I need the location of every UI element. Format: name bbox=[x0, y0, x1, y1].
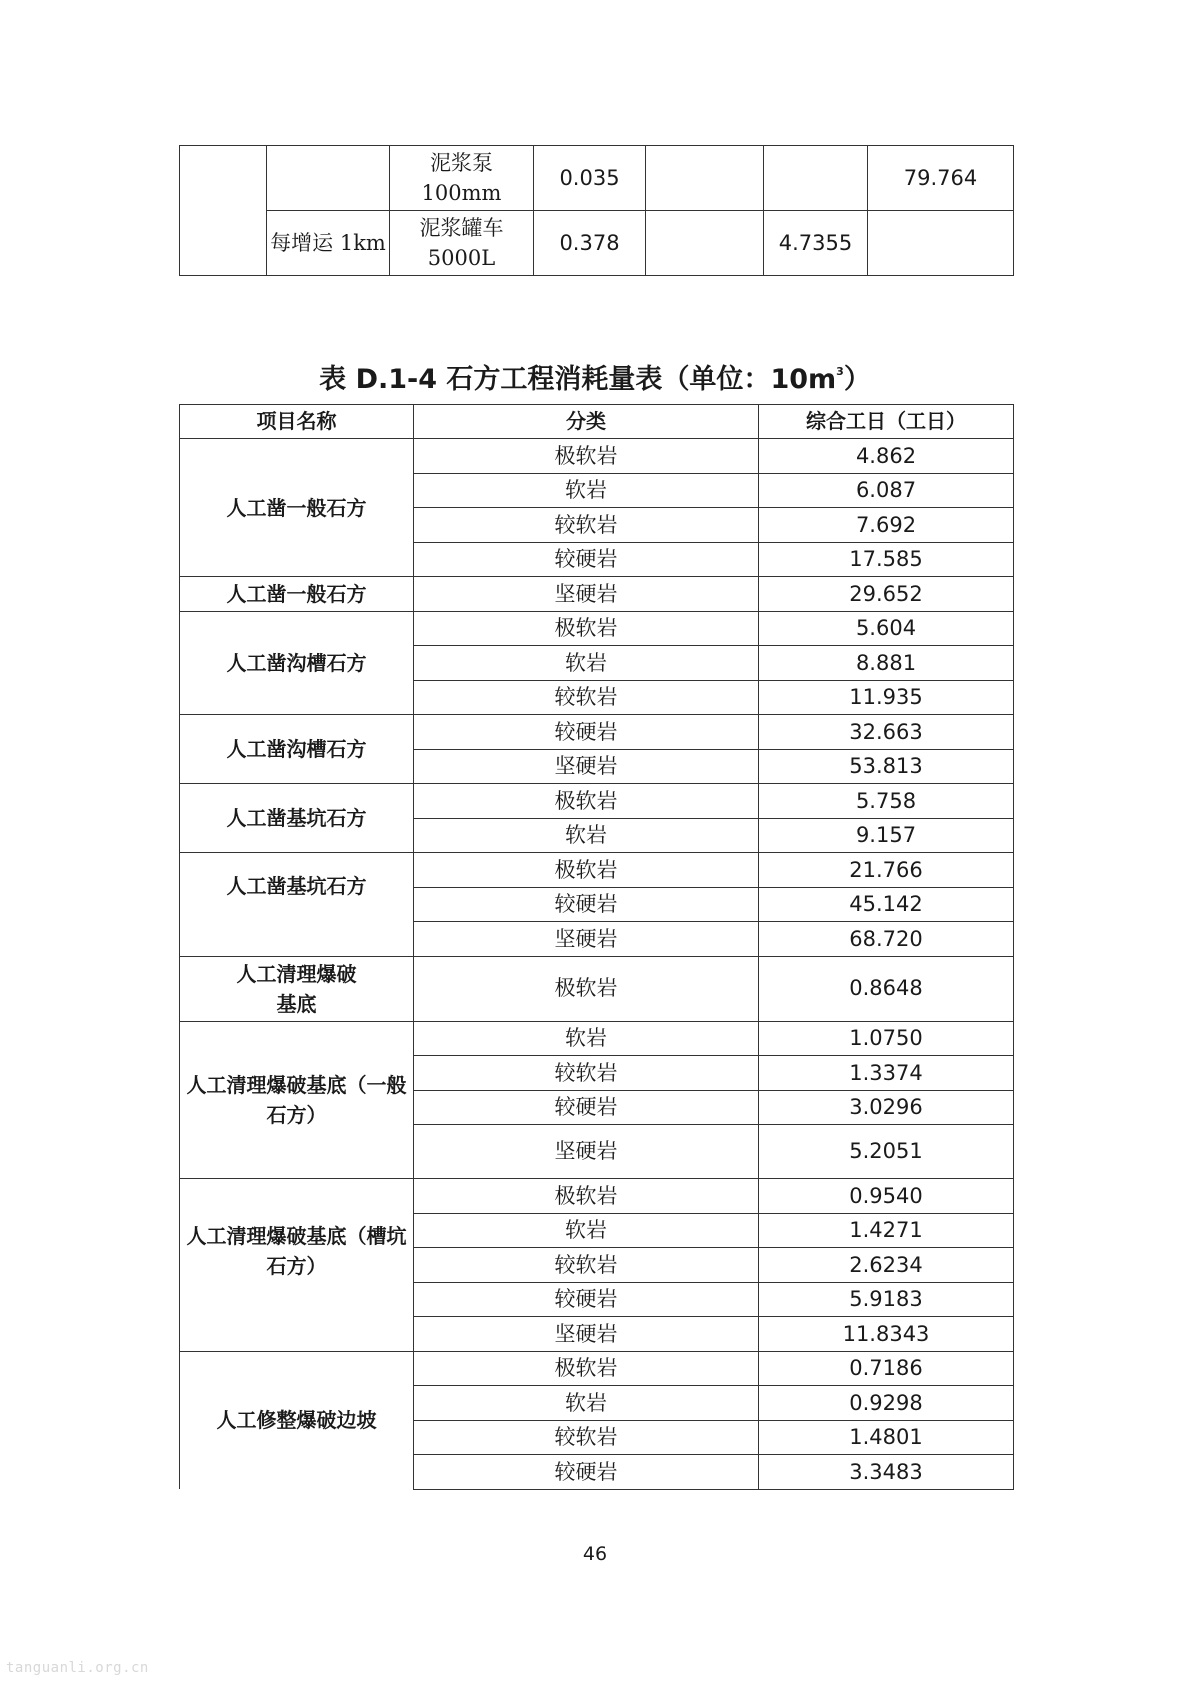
category-cell: 坚硬岩 bbox=[414, 749, 759, 784]
category-cell: 较硬岩 bbox=[414, 542, 759, 577]
table-row bbox=[180, 146, 1014, 211]
value-cell: 8.881 bbox=[759, 646, 1014, 681]
value-cell: 3.3483 bbox=[759, 1455, 1014, 1490]
category-cell: 软岩 bbox=[414, 646, 759, 681]
category-cell: 极软岩 bbox=[414, 784, 759, 819]
value-cell: 11.935 bbox=[759, 680, 1014, 715]
category-cell: 坚硬岩 bbox=[414, 1125, 759, 1179]
item-name-line: 基底 bbox=[276, 991, 317, 1016]
value-cell: 4.7355 bbox=[764, 211, 868, 276]
value-cell bbox=[868, 211, 1014, 276]
value-cell: 45.142 bbox=[759, 887, 1014, 922]
table-row bbox=[180, 1021, 1014, 1056]
watermark-text: tanguanli.org.cn bbox=[6, 1660, 149, 1676]
value-cell: 7.692 bbox=[759, 508, 1014, 543]
table-row bbox=[180, 439, 1014, 474]
value-cell: 0.378 bbox=[534, 211, 646, 276]
value-cell: 0.035 bbox=[534, 146, 646, 211]
value-cell: 0.9298 bbox=[759, 1386, 1014, 1421]
table-row bbox=[180, 611, 1014, 646]
item-name-line: 人工清理爆破基底（槽坑 bbox=[186, 1224, 407, 1248]
category-cell: 软岩 bbox=[414, 1213, 759, 1248]
item-name-cell bbox=[180, 956, 414, 1021]
machine-cell bbox=[390, 211, 534, 276]
machine-spec: 5000L bbox=[427, 246, 496, 270]
value-cell: 5.9183 bbox=[759, 1282, 1014, 1317]
category-cell: 极软岩 bbox=[414, 1179, 759, 1214]
caption-title: 石方工程消耗量表 bbox=[437, 364, 663, 395]
item-name-line: 人工清理爆破基底（一般 bbox=[186, 1072, 407, 1097]
item-name-cell bbox=[180, 1179, 414, 1352]
category-cell: 较硬岩 bbox=[414, 1282, 759, 1317]
value-cell: 1.3374 bbox=[759, 1056, 1014, 1091]
value-cell: 6.087 bbox=[759, 473, 1014, 508]
value-cell bbox=[646, 211, 764, 276]
value-cell: 1.4271 bbox=[759, 1213, 1014, 1248]
caption-unit-open: （单位： bbox=[662, 364, 771, 395]
table-row bbox=[180, 1179, 1014, 1214]
category-cell: 极软岩 bbox=[414, 853, 759, 888]
caption-unit: 10m bbox=[770, 364, 837, 395]
item-name-cell: 人工凿基坑石方 bbox=[180, 853, 414, 957]
table-row bbox=[180, 784, 1014, 819]
continuation-table bbox=[179, 145, 1014, 276]
caption-unit-sup: 3 bbox=[836, 365, 844, 378]
item-name-cell: 人工凿一般石方 bbox=[180, 577, 414, 612]
category-cell: 坚硬岩 bbox=[414, 577, 759, 612]
value-cell: 11.8343 bbox=[759, 1317, 1014, 1352]
value-cell: 2.6234 bbox=[759, 1248, 1014, 1283]
category-cell: 较软岩 bbox=[414, 1056, 759, 1091]
machine-name: 泥浆泵 bbox=[430, 151, 493, 175]
item-name-cell: 人工修整爆破边坡 bbox=[180, 1351, 414, 1489]
value-cell: 5.2051 bbox=[759, 1125, 1014, 1179]
machine-cell bbox=[390, 146, 534, 211]
blank-cell bbox=[180, 146, 267, 276]
category-cell: 较硬岩 bbox=[414, 887, 759, 922]
item-name-cell: 人工凿基坑石方 bbox=[180, 784, 414, 853]
value-cell bbox=[646, 146, 764, 211]
value-cell: 0.9540 bbox=[759, 1179, 1014, 1214]
category-cell: 较软岩 bbox=[414, 1420, 759, 1455]
category-cell: 坚硬岩 bbox=[414, 1317, 759, 1352]
header-category: 分类 bbox=[414, 405, 759, 439]
table-row bbox=[180, 211, 1014, 276]
category-cell: 较硬岩 bbox=[414, 1455, 759, 1490]
item-name-cell: 人工凿沟槽石方 bbox=[180, 715, 414, 784]
table-row bbox=[180, 1351, 1014, 1386]
item-name-cell: 人工凿沟槽石方 bbox=[180, 611, 414, 715]
page-number: 46 bbox=[582, 1543, 608, 1565]
category-cell: 软岩 bbox=[414, 1021, 759, 1056]
item-cell: 每增运 1km bbox=[267, 211, 390, 276]
value-cell: 3.0296 bbox=[759, 1090, 1014, 1125]
item-name-cell: 人工凿一般石方 bbox=[180, 439, 414, 577]
value-cell: 1.0750 bbox=[759, 1021, 1014, 1056]
value-cell: 68.720 bbox=[759, 922, 1014, 957]
category-cell: 软岩 bbox=[414, 473, 759, 508]
item-name-line: 石方） bbox=[266, 1102, 327, 1127]
value-cell: 1.4801 bbox=[759, 1420, 1014, 1455]
value-cell: 5.604 bbox=[759, 611, 1014, 646]
value-cell: 21.766 bbox=[759, 853, 1014, 888]
value-cell: 5.758 bbox=[759, 784, 1014, 819]
header-item-name: 项目名称 bbox=[180, 405, 414, 439]
value-cell: 0.8648 bbox=[759, 956, 1014, 1021]
category-cell: 软岩 bbox=[414, 1386, 759, 1421]
header-labor-days: 综合工日（工日） bbox=[759, 405, 1014, 439]
category-cell: 较硬岩 bbox=[414, 715, 759, 750]
value-cell bbox=[764, 146, 868, 211]
item-name-line: 人工清理爆破 bbox=[236, 961, 357, 986]
value-cell: 0.7186 bbox=[759, 1351, 1014, 1386]
table-row bbox=[180, 853, 1014, 888]
machine-spec: 100mm bbox=[421, 181, 502, 205]
category-cell: 较软岩 bbox=[414, 508, 759, 543]
category-cell: 坚硬岩 bbox=[414, 922, 759, 957]
value-cell: 4.862 bbox=[759, 439, 1014, 474]
value-cell: 53.813 bbox=[759, 749, 1014, 784]
value-cell: 9.157 bbox=[759, 818, 1014, 853]
machine-name: 泥浆罐车 bbox=[419, 216, 504, 240]
value-cell: 29.652 bbox=[759, 577, 1014, 612]
category-cell: 较硬岩 bbox=[414, 1090, 759, 1125]
caption-prefix: 表 bbox=[319, 364, 356, 395]
caption-unit-close: ） bbox=[843, 364, 871, 395]
header-row bbox=[180, 405, 1014, 439]
item-name-line: 石方） bbox=[266, 1254, 327, 1278]
caption-code: D.1-4 bbox=[355, 364, 438, 395]
category-cell: 极软岩 bbox=[414, 956, 759, 1021]
table-row bbox=[180, 715, 1014, 750]
value-cell: 17.585 bbox=[759, 542, 1014, 577]
category-cell: 较软岩 bbox=[414, 680, 759, 715]
value-cell: 79.764 bbox=[868, 146, 1014, 211]
table-row bbox=[180, 577, 1014, 612]
item-name-cell bbox=[180, 1021, 414, 1179]
table-row bbox=[180, 956, 1014, 1021]
category-cell: 软岩 bbox=[414, 818, 759, 853]
category-cell: 极软岩 bbox=[414, 1351, 759, 1386]
value-cell: 32.663 bbox=[759, 715, 1014, 750]
item-cell bbox=[267, 146, 390, 211]
category-cell: 极软岩 bbox=[414, 439, 759, 474]
stone-work-consumption-table bbox=[179, 404, 1014, 1490]
category-cell: 较软岩 bbox=[414, 1248, 759, 1283]
category-cell: 极软岩 bbox=[414, 611, 759, 646]
table-caption bbox=[0, 352, 1190, 400]
